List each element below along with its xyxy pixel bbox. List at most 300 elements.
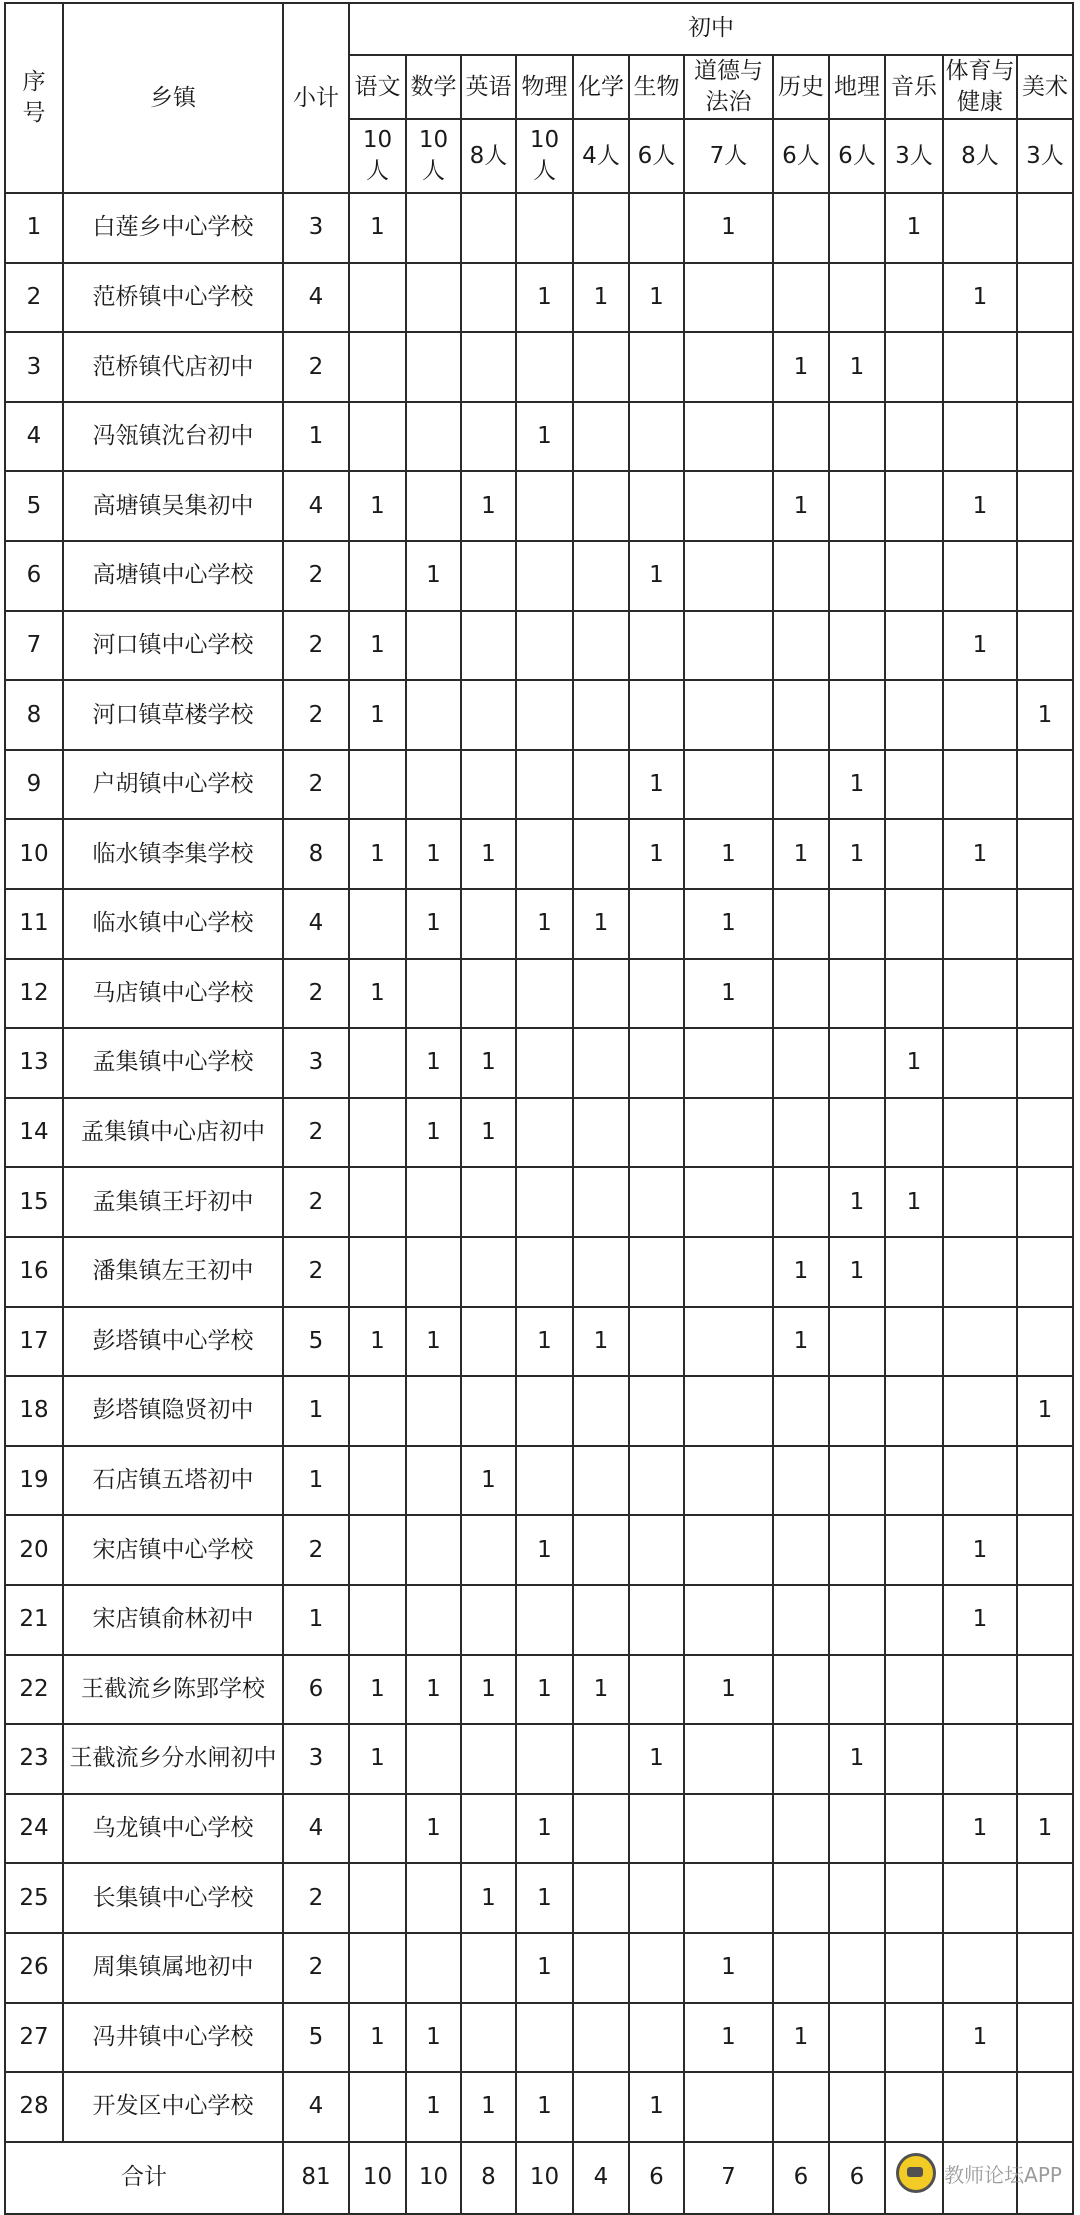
subject-count-cell <box>461 1167 516 1237</box>
subject-count-cell <box>684 1794 773 1864</box>
row-subtotal: 2 <box>283 1098 349 1168</box>
subject-count-cell <box>349 1376 406 1446</box>
subject-count-cell <box>461 332 516 402</box>
subject-count-cell <box>773 1376 829 1446</box>
subject-count-cell <box>349 263 406 333</box>
row-subtotal: 2 <box>283 1863 349 1933</box>
subject-count-cell: 1 <box>773 471 829 541</box>
table-row <box>5 611 1073 681</box>
subject-count-cell: 1 <box>684 819 773 889</box>
subject-count-cell <box>516 1446 573 1516</box>
school-name: 潘集镇左王初中 <box>63 1237 283 1307</box>
school-name: 河口镇中心学校 <box>63 611 283 681</box>
subject-count-cell <box>573 2003 629 2073</box>
row-subtotal: 2 <box>283 680 349 750</box>
subject-count-cell: 1 <box>885 1028 943 1098</box>
subject-count-cell: 1 <box>943 263 1017 333</box>
subject-quota: 8人 <box>943 119 1017 193</box>
subject-count-cell: 1 <box>461 1028 516 1098</box>
table-row <box>5 1655 1073 1725</box>
subject-count-cell <box>829 1863 885 1933</box>
subject-count-cell <box>406 1933 461 2003</box>
table-row <box>5 263 1073 333</box>
subject-count-cell <box>516 1028 573 1098</box>
subject-count-cell: 1 <box>573 263 629 333</box>
subject-header: 体育与 健康 <box>943 55 1017 119</box>
totals-cell: 10 <box>349 2142 406 2214</box>
subject-count-cell: 1 <box>516 1307 573 1377</box>
subject-count-cell <box>461 1585 516 1655</box>
table-row <box>5 1863 1073 1933</box>
subject-count-cell <box>573 1237 629 1307</box>
subject-count-cell <box>829 1655 885 1725</box>
subject-count-cell <box>773 1098 829 1168</box>
subject-count-cell <box>773 1933 829 2003</box>
subject-count-cell <box>943 1446 1017 1516</box>
subject-count-cell <box>349 1515 406 1585</box>
subject-count-cell <box>349 2072 406 2142</box>
row-number: 25 <box>5 1863 63 1933</box>
subject-count-cell <box>943 541 1017 611</box>
subject-count-cell <box>1017 819 1073 889</box>
subject-count-cell: 1 <box>684 193 773 263</box>
subject-count-cell <box>573 959 629 1029</box>
row-subtotal: 2 <box>283 1167 349 1237</box>
subject-count-cell <box>1017 1724 1073 1794</box>
subject-count-cell: 1 <box>629 2072 684 2142</box>
subject-count-cell <box>461 1237 516 1307</box>
subject-count-cell <box>629 1794 684 1864</box>
subject-count-cell: 1 <box>943 2003 1017 2073</box>
subject-count-cell <box>461 2003 516 2073</box>
subject-count-cell <box>406 1446 461 1516</box>
subject-count-cell <box>349 889 406 959</box>
subject-count-cell <box>629 1237 684 1307</box>
subject-count-cell <box>1017 1167 1073 1237</box>
subject-count-cell: 1 <box>773 332 829 402</box>
subject-count-cell <box>573 541 629 611</box>
subject-count-cell <box>684 1515 773 1585</box>
subject-quota: 8人 <box>461 119 516 193</box>
table-row <box>5 332 1073 402</box>
row-subtotal: 4 <box>283 471 349 541</box>
row-number: 13 <box>5 1028 63 1098</box>
subject-count-cell <box>406 959 461 1029</box>
subject-count-cell: 1 <box>406 1655 461 1725</box>
subject-count-cell: 1 <box>943 819 1017 889</box>
table-row <box>5 402 1073 472</box>
row-subtotal: 3 <box>283 193 349 263</box>
subject-count-cell <box>461 1307 516 1377</box>
table-row <box>5 680 1073 750</box>
subject-count-cell <box>1017 1585 1073 1655</box>
subject-count-cell <box>1017 263 1073 333</box>
subject-count-cell <box>885 1724 943 1794</box>
subject-count-cell <box>461 263 516 333</box>
subject-header: 地理 <box>829 55 885 119</box>
subject-header: 历史 <box>773 55 829 119</box>
subject-count-cell <box>773 541 829 611</box>
subject-count-cell: 1 <box>406 1028 461 1098</box>
school-name: 王截流乡陈郢学校 <box>63 1655 283 1725</box>
table-row <box>5 1098 1073 1168</box>
subject-count-cell <box>1017 889 1073 959</box>
row-subtotal: 4 <box>283 2072 349 2142</box>
subject-count-cell: 1 <box>406 2003 461 2073</box>
subject-count-cell <box>684 1167 773 1237</box>
town-header: 乡镇 <box>63 3 283 193</box>
subject-count-cell <box>573 1933 629 2003</box>
subject-count-cell <box>629 193 684 263</box>
subject-count-cell <box>684 1028 773 1098</box>
subject-count-cell: 1 <box>406 1307 461 1377</box>
subject-count-cell <box>461 889 516 959</box>
chat-bubble-icon <box>896 2153 936 2193</box>
table-row <box>5 1307 1073 1377</box>
school-name: 范桥镇中心学校 <box>63 263 283 333</box>
subject-quota: 10 人 <box>406 119 461 193</box>
subject-count-cell <box>684 471 773 541</box>
subject-count-cell <box>516 1585 573 1655</box>
subject-count-cell: 1 <box>573 1655 629 1725</box>
subject-count-cell <box>829 2072 885 2142</box>
subject-count-cell <box>829 541 885 611</box>
subject-count-cell <box>573 1028 629 1098</box>
row-number: 28 <box>5 2072 63 2142</box>
subject-count-cell: 1 <box>516 1933 573 2003</box>
subject-quota: 6人 <box>773 119 829 193</box>
subject-count-cell: 1 <box>349 1724 406 1794</box>
subject-count-cell <box>943 1863 1017 1933</box>
subject-count-cell <box>1017 1028 1073 1098</box>
subject-count-cell: 1 <box>684 2003 773 2073</box>
table-row <box>5 959 1073 1029</box>
subject-count-cell <box>684 1585 773 1655</box>
row-number: 16 <box>5 1237 63 1307</box>
subject-count-cell <box>684 1237 773 1307</box>
school-name: 彭塔镇隐贤初中 <box>63 1376 283 1446</box>
row-number: 2 <box>5 263 63 333</box>
subject-count-cell <box>684 1724 773 1794</box>
row-number: 21 <box>5 1585 63 1655</box>
subject-count-cell <box>1017 541 1073 611</box>
row-number: 23 <box>5 1724 63 1794</box>
subject-count-cell <box>406 1167 461 1237</box>
subject-count-cell <box>1017 959 1073 1029</box>
subject-quota: 3人 <box>885 119 943 193</box>
table-row <box>5 1446 1073 1516</box>
recruitment-table <box>4 2 1074 2215</box>
subject-count-cell: 1 <box>829 1724 885 1794</box>
subject-count-cell <box>1017 2003 1073 2073</box>
row-subtotal: 4 <box>283 1794 349 1864</box>
subject-count-cell <box>406 402 461 472</box>
table-row <box>5 1028 1073 1098</box>
row-number: 17 <box>5 1307 63 1377</box>
row-subtotal: 2 <box>283 1933 349 2003</box>
subject-count-cell <box>885 402 943 472</box>
row-subtotal: 4 <box>283 889 349 959</box>
subject-count-cell <box>516 193 573 263</box>
subject-count-cell <box>1017 750 1073 820</box>
row-number: 27 <box>5 2003 63 2073</box>
subject-count-cell: 1 <box>773 819 829 889</box>
subject-count-cell <box>885 1237 943 1307</box>
subject-count-cell: 1 <box>349 2003 406 2073</box>
subject-count-cell: 1 <box>516 402 573 472</box>
table-row <box>5 1794 1073 1864</box>
subject-quota: 10 人 <box>516 119 573 193</box>
subject-count-cell <box>1017 1307 1073 1377</box>
table-row <box>5 2072 1073 2142</box>
row-number: 10 <box>5 819 63 889</box>
subject-quota: 6人 <box>629 119 684 193</box>
subject-count-cell <box>829 1028 885 1098</box>
subject-count-cell <box>885 1098 943 1168</box>
school-name: 石店镇五塔初中 <box>63 1446 283 1516</box>
subject-count-cell <box>773 1724 829 1794</box>
school-name: 周集镇属地初中 <box>63 1933 283 2003</box>
subject-count-cell <box>516 680 573 750</box>
subject-count-cell <box>829 611 885 681</box>
subject-count-cell <box>573 1794 629 1864</box>
row-number: 24 <box>5 1794 63 1864</box>
subject-count-cell <box>349 402 406 472</box>
subject-count-cell: 1 <box>943 471 1017 541</box>
subject-count-cell <box>773 959 829 1029</box>
level-header: 初中 <box>349 3 1073 55</box>
row-number: 20 <box>5 1515 63 1585</box>
subject-count-cell <box>629 1515 684 1585</box>
watermark-text: 教师论坛APP <box>944 2162 1062 2187</box>
subject-count-cell <box>684 1376 773 1446</box>
subject-count-cell <box>885 1307 943 1377</box>
subject-count-cell <box>461 402 516 472</box>
subject-count-cell <box>943 193 1017 263</box>
subject-count-cell <box>773 1585 829 1655</box>
totals-cell: 10 <box>406 2142 461 2214</box>
subject-count-cell <box>349 332 406 402</box>
subject-count-cell <box>829 889 885 959</box>
row-number: 12 <box>5 959 63 1029</box>
subject-count-cell <box>829 1515 885 1585</box>
subject-count-cell: 1 <box>349 193 406 263</box>
subject-count-cell <box>885 1585 943 1655</box>
subject-count-cell <box>349 1585 406 1655</box>
subject-count-cell <box>773 193 829 263</box>
subject-count-cell <box>349 1028 406 1098</box>
row-subtotal: 2 <box>283 332 349 402</box>
subject-count-cell <box>629 1376 684 1446</box>
subject-count-cell <box>885 2003 943 2073</box>
subject-count-cell <box>516 541 573 611</box>
row-subtotal: 5 <box>283 2003 349 2073</box>
subject-count-cell <box>461 1933 516 2003</box>
subject-count-cell <box>573 1098 629 1168</box>
subject-count-cell <box>829 1307 885 1377</box>
subject-count-cell <box>1017 471 1073 541</box>
row-number: 1 <box>5 193 63 263</box>
subject-count-cell: 1 <box>516 1863 573 1933</box>
subject-count-cell <box>943 402 1017 472</box>
subject-count-cell <box>684 402 773 472</box>
subject-count-cell: 1 <box>516 1515 573 1585</box>
subject-count-cell <box>885 750 943 820</box>
subject-count-cell: 1 <box>406 1794 461 1864</box>
subject-count-cell <box>773 750 829 820</box>
subject-header: 道德与 法治 <box>684 55 773 119</box>
table-row <box>5 1237 1073 1307</box>
subject-count-cell <box>885 1655 943 1725</box>
school-name: 河口镇草楼学校 <box>63 680 283 750</box>
subject-count-cell <box>406 332 461 402</box>
subject-count-cell <box>943 1237 1017 1307</box>
subject-header: 物理 <box>516 55 573 119</box>
subject-count-cell <box>349 1863 406 1933</box>
subject-count-cell <box>349 1237 406 1307</box>
subject-count-cell <box>516 1098 573 1168</box>
subject-count-cell <box>943 1724 1017 1794</box>
row-subtotal: 4 <box>283 263 349 333</box>
subject-count-cell: 1 <box>885 193 943 263</box>
table-row <box>5 1724 1073 1794</box>
subject-count-cell <box>349 1167 406 1237</box>
subject-count-cell <box>943 1167 1017 1237</box>
subject-count-cell <box>573 1863 629 1933</box>
subject-count-cell <box>629 1933 684 2003</box>
subject-count-cell <box>885 2072 943 2142</box>
school-name: 长集镇中心学校 <box>63 1863 283 1933</box>
subject-count-cell <box>829 1446 885 1516</box>
subject-count-cell: 1 <box>461 2072 516 2142</box>
subject-count-cell <box>461 959 516 1029</box>
subject-count-cell <box>885 332 943 402</box>
subject-count-cell <box>629 1167 684 1237</box>
subject-count-cell <box>943 680 1017 750</box>
subject-quota: 7人 <box>684 119 773 193</box>
subject-count-cell <box>885 1794 943 1864</box>
subject-count-cell <box>406 1585 461 1655</box>
row-subtotal: 2 <box>283 611 349 681</box>
school-name: 孟集镇中心学校 <box>63 1028 283 1098</box>
subject-count-cell: 1 <box>829 1237 885 1307</box>
school-name: 白莲乡中心学校 <box>63 193 283 263</box>
subject-count-cell: 1 <box>349 471 406 541</box>
row-number: 14 <box>5 1098 63 1168</box>
row-number: 6 <box>5 541 63 611</box>
subject-count-cell <box>516 1237 573 1307</box>
subtotal-header: 小计 <box>283 3 349 193</box>
subject-count-cell: 1 <box>829 750 885 820</box>
subject-count-cell <box>885 541 943 611</box>
subject-count-cell <box>573 332 629 402</box>
table-row <box>5 819 1073 889</box>
subject-count-cell <box>885 263 943 333</box>
subject-count-cell: 1 <box>349 1307 406 1377</box>
subject-count-cell <box>573 1724 629 1794</box>
subject-count-cell <box>516 1724 573 1794</box>
school-name: 高塘镇吴集初中 <box>63 471 283 541</box>
subject-count-cell: 1 <box>629 1724 684 1794</box>
subject-header: 英语 <box>461 55 516 119</box>
school-name: 高塘镇中心学校 <box>63 541 283 611</box>
subject-count-cell: 1 <box>406 819 461 889</box>
subject-count-cell <box>773 1655 829 1725</box>
row-subtotal: 1 <box>283 1376 349 1446</box>
subject-header: 数学 <box>406 55 461 119</box>
subject-count-cell <box>573 1376 629 1446</box>
subject-count-cell <box>573 1515 629 1585</box>
subject-count-cell <box>943 1933 1017 2003</box>
subject-count-cell <box>773 1863 829 1933</box>
subject-count-cell <box>684 332 773 402</box>
subject-count-cell <box>629 1307 684 1377</box>
subject-count-cell <box>349 1098 406 1168</box>
subject-count-cell: 1 <box>349 1655 406 1725</box>
subject-count-cell <box>629 611 684 681</box>
row-subtotal: 5 <box>283 1307 349 1377</box>
subject-count-cell <box>773 1446 829 1516</box>
subject-count-cell <box>773 1515 829 1585</box>
row-subtotal: 1 <box>283 1585 349 1655</box>
subject-count-cell <box>829 2003 885 2073</box>
school-name: 宋店镇俞林初中 <box>63 1585 283 1655</box>
subject-count-cell <box>461 611 516 681</box>
table-row <box>5 471 1073 541</box>
subject-count-cell: 1 <box>461 1863 516 1933</box>
table-row <box>5 750 1073 820</box>
row-number: 3 <box>5 332 63 402</box>
subject-count-cell <box>885 1446 943 1516</box>
subject-count-cell <box>885 1376 943 1446</box>
subject-count-cell <box>829 263 885 333</box>
subject-count-cell <box>516 750 573 820</box>
subject-count-cell <box>406 680 461 750</box>
subject-count-cell: 1 <box>773 1237 829 1307</box>
subject-count-cell <box>349 541 406 611</box>
subject-count-cell <box>829 193 885 263</box>
subject-count-cell <box>943 889 1017 959</box>
subject-count-cell <box>406 611 461 681</box>
row-subtotal: 2 <box>283 1237 349 1307</box>
subject-count-cell <box>943 2072 1017 2142</box>
subject-count-cell <box>943 1028 1017 1098</box>
subject-count-cell: 1 <box>629 819 684 889</box>
subject-count-cell <box>1017 1446 1073 1516</box>
subject-count-cell <box>885 471 943 541</box>
subject-count-cell <box>516 959 573 1029</box>
subject-count-cell: 1 <box>943 1515 1017 1585</box>
subject-count-cell <box>629 680 684 750</box>
subject-count-cell <box>629 332 684 402</box>
subject-count-cell <box>773 611 829 681</box>
subject-count-cell <box>461 750 516 820</box>
table-row <box>5 541 1073 611</box>
subject-count-cell: 1 <box>684 1933 773 2003</box>
school-name: 乌龙镇中心学校 <box>63 1794 283 1864</box>
subject-count-cell <box>629 1098 684 1168</box>
row-subtotal: 2 <box>283 541 349 611</box>
subject-count-cell: 1 <box>1017 1794 1073 1864</box>
row-subtotal: 6 <box>283 1655 349 1725</box>
subject-count-cell <box>943 959 1017 1029</box>
subject-count-cell: 1 <box>461 1655 516 1725</box>
subject-count-cell <box>573 402 629 472</box>
row-subtotal: 1 <box>283 1446 349 1516</box>
subject-count-cell: 1 <box>461 471 516 541</box>
subject-count-cell: 1 <box>516 1655 573 1725</box>
school-name: 开发区中心学校 <box>63 2072 283 2142</box>
